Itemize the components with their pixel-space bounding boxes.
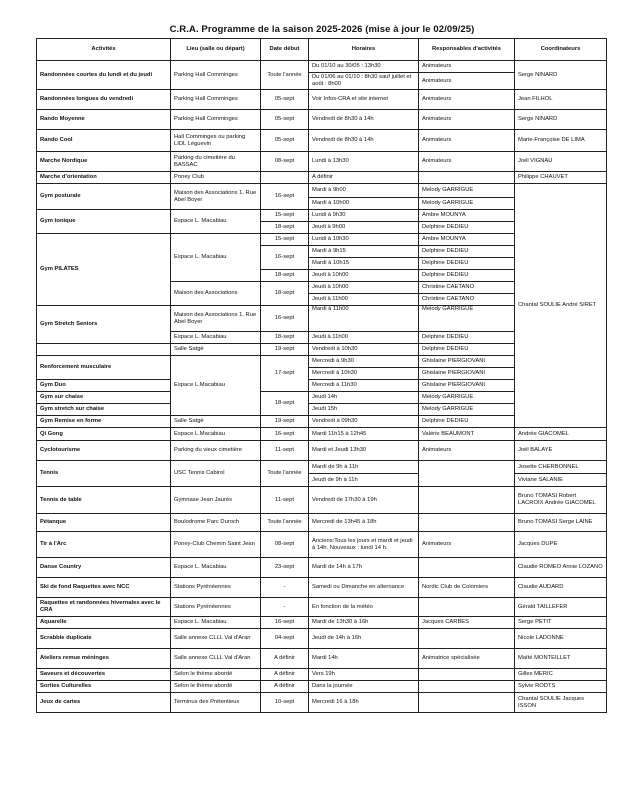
lieu-cell: USC Tennis Cabirol bbox=[171, 461, 261, 487]
activity-cell: Tir à l'Arc bbox=[37, 532, 171, 558]
coordinateur-cell: Joël VIGNAU bbox=[515, 152, 607, 172]
lieu-cell: Gymnase Jean Jaurès bbox=[171, 487, 261, 514]
date-cell: 08-sept bbox=[261, 532, 309, 558]
responsable-cell: Ghislaine PIERGIOVANI bbox=[419, 368, 515, 380]
table-row bbox=[37, 578, 607, 598]
responsable-cell bbox=[419, 669, 515, 681]
horaire-cell: Lundi à 13h30 bbox=[309, 152, 419, 172]
date-cell: 23-sept bbox=[261, 558, 309, 578]
responsable-cell: Animateurs bbox=[419, 110, 515, 130]
responsable-cell: Delphine DEDIEU bbox=[419, 344, 515, 356]
horaire-cell: Jeudi de 9h à 11h bbox=[309, 474, 419, 487]
coordinateur-cell: Serge NINARD bbox=[515, 110, 607, 130]
lieu-cell: Boulodrome Parc Duroch bbox=[171, 514, 261, 532]
date-cell: 11-sept bbox=[261, 487, 309, 514]
responsable-cell: Delphine DEDIEU bbox=[419, 270, 515, 282]
activity-cell: Gym Stretch Seniors bbox=[37, 306, 171, 344]
date-cell: 15-sept bbox=[261, 210, 309, 222]
horaire-cell: Du 01/06 au 01/10 : 8h30 sauf juillet et août : 8h00 bbox=[309, 73, 419, 90]
lieu-cell: Terminus des Prétentieux bbox=[171, 693, 261, 713]
responsable-cell: Jacques CARBES bbox=[419, 617, 515, 629]
lieu-cell: Maison des Associations bbox=[171, 282, 261, 306]
horaire-cell: Mercredi 16 à 18h bbox=[309, 693, 419, 713]
horaire-cell: Jeudi à 9h00 bbox=[309, 222, 419, 234]
activity-cell: Gym stretch sur chaise bbox=[37, 404, 171, 416]
table-row bbox=[37, 90, 607, 110]
lieu-cell: Parking Hall Comminges bbox=[171, 61, 261, 90]
coordinateur-cell: Chantal SOULIE André SIRET bbox=[515, 184, 607, 428]
responsable-cell: Melody GARRIGUE bbox=[419, 184, 515, 198]
date-cell: Toute l'année bbox=[261, 514, 309, 532]
responsable-cell: Ghislaine PIERGIOVANI bbox=[419, 356, 515, 368]
header-coordinateurs: Coordinateurs bbox=[515, 39, 607, 61]
coordinateur-cell: Gérald TAILLEFER bbox=[515, 598, 607, 617]
date-cell: 16-sept bbox=[261, 617, 309, 629]
responsable-cell: Delphine DEDIEU bbox=[419, 246, 515, 258]
responsable-cell bbox=[419, 629, 515, 649]
horaire-cell: Dans la journée bbox=[309, 681, 419, 693]
coordinateur-cell: Andrée GIACOMEL bbox=[515, 428, 607, 441]
responsable-cell: Delphine DEDIEU bbox=[419, 258, 515, 270]
activity-cell: Gym tonique bbox=[37, 210, 171, 234]
horaire-cell: Mardi de 13h30 à 16h bbox=[309, 617, 419, 629]
coordinateur-cell: Nicole LADONNE bbox=[515, 629, 607, 649]
coordinateur-cell: Jean FILHOL bbox=[515, 90, 607, 110]
lieu-cell: Parking Hall Comminges bbox=[171, 110, 261, 130]
table-row bbox=[37, 130, 607, 152]
coordinateur-cell: Bruno TOMASI Serge LAINE bbox=[515, 514, 607, 532]
lieu-cell: Stations Pyrénéennes bbox=[171, 578, 261, 598]
date-cell: 16-sept bbox=[261, 428, 309, 441]
horaire-cell: Vendredi de 8h30 à 14h bbox=[309, 110, 419, 130]
table-header-row bbox=[37, 39, 607, 61]
activity-cell: Rando Moyenne bbox=[37, 110, 171, 130]
date-cell: 19-sept bbox=[261, 344, 309, 356]
responsable-cell: Melody GARRIGUE bbox=[419, 306, 515, 332]
coordinateur-cell: Joël BALAYE bbox=[515, 441, 607, 461]
horaire-cell: Mardi à 10h15 bbox=[309, 258, 419, 270]
coordinateur-cell: Maïté MONTEILLET bbox=[515, 649, 607, 669]
table-row bbox=[37, 152, 607, 172]
horaire-cell: Mercredi à 9h30 bbox=[309, 356, 419, 368]
date-cell: - bbox=[261, 598, 309, 617]
horaire-cell: Mardi à 9h15 bbox=[309, 246, 419, 258]
date-cell: 05-sept bbox=[261, 90, 309, 110]
date-cell bbox=[261, 172, 309, 184]
table-row bbox=[37, 61, 607, 73]
table-row bbox=[37, 514, 607, 532]
coordinateur-cell: Jacques DUPE bbox=[515, 532, 607, 558]
horaire-cell: Vendredi de 17h30 à 19h bbox=[309, 487, 419, 514]
lieu-cell: Espace L. Macabiau bbox=[171, 558, 261, 578]
activity-cell: Gym PILATES bbox=[37, 234, 171, 306]
lieu-cell: Parking du cimetière du BASSAC bbox=[171, 152, 261, 172]
coordinateur-cell: Josette CHERBONNEL bbox=[515, 461, 607, 474]
date-cell: A définir bbox=[261, 669, 309, 681]
date-cell: 10-sept bbox=[261, 693, 309, 713]
horaire-cell: Lundi à 10h30 bbox=[309, 234, 419, 246]
horaire-cell: Jeudi de 14h à 16h bbox=[309, 629, 419, 649]
horaire-cell: Lundi à 9h30 bbox=[309, 210, 419, 222]
table-row bbox=[37, 558, 607, 578]
header-date-debut: Date début bbox=[261, 39, 309, 61]
horaire-cell: Samedi ou Dimanche en alternance bbox=[309, 578, 419, 598]
schedule-table bbox=[36, 38, 607, 713]
activity-cell: Marche d'orientation bbox=[37, 172, 171, 184]
date-cell: 19-sept bbox=[261, 416, 309, 428]
activity-cell: Raquettes et randonnées hivernales avec le CRA bbox=[37, 598, 171, 617]
table-row bbox=[37, 487, 607, 514]
horaire-cell: Mercredi à 10h30 bbox=[309, 368, 419, 380]
header-activites: Activités bbox=[37, 39, 171, 61]
horaire-cell: Vendredi à 10h30 bbox=[309, 344, 419, 356]
coordinateur-cell: Viviane SALANIE bbox=[515, 474, 607, 487]
responsable-cell: Animateurs bbox=[419, 532, 515, 558]
lieu-cell: Parking du vieux cimetière bbox=[171, 441, 261, 461]
activity-cell: Ski de fond Raquettes avec NCC bbox=[37, 578, 171, 598]
activity-cell: Cyclotourisme bbox=[37, 441, 171, 461]
date-cell: 18-sept bbox=[261, 392, 309, 416]
activity-cell: Pétanque bbox=[37, 514, 171, 532]
horaire-cell: Mardi à 11h00 bbox=[309, 306, 419, 332]
horaire-cell: Mardi 14h bbox=[309, 649, 419, 669]
responsable-cell bbox=[419, 681, 515, 693]
lieu-cell: Espace L. Macabiau bbox=[171, 210, 261, 234]
responsable-cell bbox=[419, 514, 515, 532]
table-row bbox=[37, 669, 607, 681]
date-cell: 05-sept bbox=[261, 110, 309, 130]
date-cell: 18-sept bbox=[261, 222, 309, 234]
activity-cell: Rando Cool bbox=[37, 130, 171, 152]
horaire-cell: Voir Infos-CRA et site internet bbox=[309, 90, 419, 110]
lieu-cell: Hall Comminges ou parking LIDL Léguevin bbox=[171, 130, 261, 152]
lieu-cell: Poney Club bbox=[171, 172, 261, 184]
horaire-cell: Jeudi à 11h00 bbox=[309, 332, 419, 344]
responsable-cell: Animateurs bbox=[419, 61, 515, 73]
horaire-cell: Mardi et Jeudi 13h30 bbox=[309, 441, 419, 461]
header-responsables: Responsables d'activités bbox=[419, 39, 515, 61]
table-row bbox=[37, 629, 607, 649]
horaire-cell: Mardi à 9h00 bbox=[309, 184, 419, 198]
date-cell: 04-sept bbox=[261, 629, 309, 649]
lieu-cell: Maison des Associations 1, Rue Abel Boyer bbox=[171, 184, 261, 210]
activity-cell: Ateliers remue méninges bbox=[37, 649, 171, 669]
date-cell: 18-sept bbox=[261, 270, 309, 282]
date-cell: 05-sept bbox=[261, 130, 309, 152]
coordinateur-cell: Claudie ROMEO Annie LOZANO bbox=[515, 558, 607, 578]
responsable-cell: Valérie BEAUMONT bbox=[419, 428, 515, 441]
date-cell: 16-sept bbox=[261, 184, 309, 210]
table-row bbox=[37, 693, 607, 713]
responsable-cell: Melody GARRIGUE bbox=[419, 404, 515, 416]
activity-cell: Gym Remise en forme bbox=[37, 416, 171, 428]
table-row bbox=[37, 184, 607, 198]
lieu-cell: Salle annexe CLLL Val d'Aran bbox=[171, 629, 261, 649]
activity-cell: Sorties Culturelles bbox=[37, 681, 171, 693]
activity-cell: Gym posturale bbox=[37, 184, 171, 210]
lieu-cell: Stations Pyrénéennes bbox=[171, 598, 261, 617]
coordinateur-cell: Sylvie RODTS bbox=[515, 681, 607, 693]
horaire-cell: Vendredi de 8h30 à 14h bbox=[309, 130, 419, 152]
coordinateur-cell: Philippe CHAUVET bbox=[515, 172, 607, 184]
responsable-cell bbox=[419, 693, 515, 713]
activity-cell: Saveurs et découvertes bbox=[37, 669, 171, 681]
date-cell: 16-sept bbox=[261, 306, 309, 332]
coordinateur-cell: Claudie AUDARD bbox=[515, 578, 607, 598]
activity-cell bbox=[37, 344, 171, 356]
table-row bbox=[37, 428, 607, 441]
horaire-cell: A définir bbox=[309, 172, 419, 184]
horaire-cell: Mercredi à 11h30 bbox=[309, 380, 419, 392]
responsable-cell: Animateurs bbox=[419, 441, 515, 461]
date-cell: A définir bbox=[261, 649, 309, 669]
header-lieu: Lieu (salle ou départ) bbox=[171, 39, 261, 61]
lieu-cell: Salle Satgé bbox=[171, 344, 261, 356]
activity-cell: Gym Duo bbox=[37, 380, 171, 392]
horaire-cell: Mardi de 9h à 11h bbox=[309, 461, 419, 474]
responsable-cell bbox=[419, 461, 515, 487]
horaire-cell: Jeudi à 11h00 bbox=[309, 294, 419, 306]
activity-cell: Randonnées longues du vendredi bbox=[37, 90, 171, 110]
responsable-cell: Ambre MOUNYA bbox=[419, 234, 515, 246]
responsable-cell: Delphine DEDIEU bbox=[419, 416, 515, 428]
activity-cell: Qi Gong bbox=[37, 428, 171, 441]
lieu-cell: Salle Satgé bbox=[171, 416, 261, 428]
coordinateur-cell: Marie-Françoise DE LIMA bbox=[515, 130, 607, 152]
responsable-cell: Animateurs bbox=[419, 73, 515, 90]
table-row bbox=[37, 598, 607, 617]
lieu-cell: Espace L. Macabiau bbox=[171, 332, 261, 344]
horaire-cell: Vers 19h bbox=[309, 669, 419, 681]
date-cell: A définir bbox=[261, 681, 309, 693]
table-row bbox=[37, 461, 607, 474]
responsable-cell: Melody GARRIGUE bbox=[419, 198, 515, 210]
date-cell: Toute l'année bbox=[261, 461, 309, 487]
activity-cell: Randonnées courtes du lundi et du jeudi bbox=[37, 61, 171, 90]
lieu-cell: Selon le thème abordé bbox=[171, 681, 261, 693]
lieu-cell: Selon le thème abordé bbox=[171, 669, 261, 681]
horaire-cell: Mercredi de 13h45 à 18h bbox=[309, 514, 419, 532]
responsable-cell bbox=[419, 487, 515, 514]
date-cell: 15-sept bbox=[261, 234, 309, 246]
lieu-cell: Espace L.Macabiau bbox=[171, 356, 261, 416]
activity-cell: Aquarelle bbox=[37, 617, 171, 629]
date-cell: 16-sept bbox=[261, 246, 309, 270]
activity-cell: Danse Country bbox=[37, 558, 171, 578]
responsable-cell: Delphine DEDIEU bbox=[419, 332, 515, 344]
responsable-cell: Animateurs bbox=[419, 152, 515, 172]
table-row bbox=[37, 532, 607, 558]
horaire-cell: Jeudi 14h bbox=[309, 392, 419, 404]
horaire-cell: Jeudi à 10h00 bbox=[309, 270, 419, 282]
responsable-cell: Animateurs bbox=[419, 130, 515, 152]
table-row bbox=[37, 110, 607, 130]
table-row bbox=[37, 681, 607, 693]
activity-cell: Tennis bbox=[37, 461, 171, 487]
horaire-cell: Jeudi à 10h00 bbox=[309, 282, 419, 294]
activity-cell: Jeux de cartes bbox=[37, 693, 171, 713]
table-row bbox=[37, 172, 607, 184]
responsable-cell: Ambre MOUNYA bbox=[419, 210, 515, 222]
lieu-cell: Espace L. Macabiau bbox=[171, 234, 261, 282]
horaire-cell: Jeudi 15h bbox=[309, 404, 419, 416]
horaire-cell: Mardi de 14h à 17h bbox=[309, 558, 419, 578]
lieu-cell: Espace L.Macabiau bbox=[171, 428, 261, 441]
table-row bbox=[37, 617, 607, 629]
coordinateur-cell: Serge NINARD bbox=[515, 61, 607, 90]
lieu-cell: Poney-Club Chemin Saint Jean bbox=[171, 532, 261, 558]
horaire-cell: Mardi 11h15 à 12h45 bbox=[309, 428, 419, 441]
page-title: C.R.A. Programme de la saison 2025-2026 (mise à jour le 02/09/25) bbox=[169, 24, 475, 35]
date-cell: 18-sept bbox=[261, 282, 309, 306]
coordinateur-cell: Serge PETIT bbox=[515, 617, 607, 629]
horaire-cell: En fonction de la météo bbox=[309, 598, 419, 617]
horaire-cell: Anciens:Tous les jours et mardi et jeudi à 14h. Nouveaux : lundi 14 h. bbox=[309, 532, 419, 558]
date-cell: Toute l'année bbox=[261, 61, 309, 90]
activity-cell: Tennis de table bbox=[37, 487, 171, 514]
responsable-cell: Animatrice spécialisée bbox=[419, 649, 515, 669]
activity-cell: Gym sur chaise bbox=[37, 392, 171, 404]
responsable-cell: Christine CAETANO bbox=[419, 282, 515, 294]
activity-cell: Scrabble duplicate bbox=[37, 629, 171, 649]
responsable-cell: Animateurs bbox=[419, 90, 515, 110]
responsable-cell: Nordic Club de Colomiers bbox=[419, 578, 515, 598]
responsable-cell bbox=[419, 558, 515, 578]
table-row bbox=[37, 441, 607, 461]
coordinateur-cell: Bruno TOMASI Robert LACROIX Andrée GIACOMEL bbox=[515, 487, 607, 514]
responsable-cell: Ghislaine PIERGIOVANI bbox=[419, 380, 515, 392]
table-row bbox=[37, 649, 607, 669]
activity-cell: Renforcement musculaire bbox=[37, 356, 171, 380]
horaire-cell: Mardi à 10h00 bbox=[309, 198, 419, 210]
date-cell: 18-sept bbox=[261, 332, 309, 344]
lieu-cell: Salle annexe CLLL Val d'Aran bbox=[171, 649, 261, 669]
horaire-cell: Du 01/10 au 30/05 : 13h30 bbox=[309, 61, 419, 73]
horaire-cell: Vendredi à 09h30 bbox=[309, 416, 419, 428]
date-cell: - bbox=[261, 578, 309, 598]
lieu-cell: Maison des Associations 1, Rue Abel Boyer bbox=[171, 306, 261, 332]
activity-cell: Marche Nordique bbox=[37, 152, 171, 172]
coordinateur-cell: Chantal SOULIE Jacques ISSON bbox=[515, 693, 607, 713]
responsable-cell bbox=[419, 172, 515, 184]
date-cell: 08-sept bbox=[261, 152, 309, 172]
lieu-cell: Parking Hall Comminges bbox=[171, 90, 261, 110]
coordinateur-cell: Gilles MERIC bbox=[515, 669, 607, 681]
header-horaires: Horaires bbox=[309, 39, 419, 61]
lieu-cell: Espace L. Macabiau bbox=[171, 617, 261, 629]
date-cell: 17-sept bbox=[261, 356, 309, 392]
responsable-cell: Delphine DEDIEU bbox=[419, 222, 515, 234]
date-cell: 11-sept bbox=[261, 441, 309, 461]
responsable-cell: Melody GARRIGUE bbox=[419, 392, 515, 404]
responsable-cell bbox=[419, 598, 515, 617]
responsable-cell: Christine CAETANO bbox=[419, 294, 515, 306]
